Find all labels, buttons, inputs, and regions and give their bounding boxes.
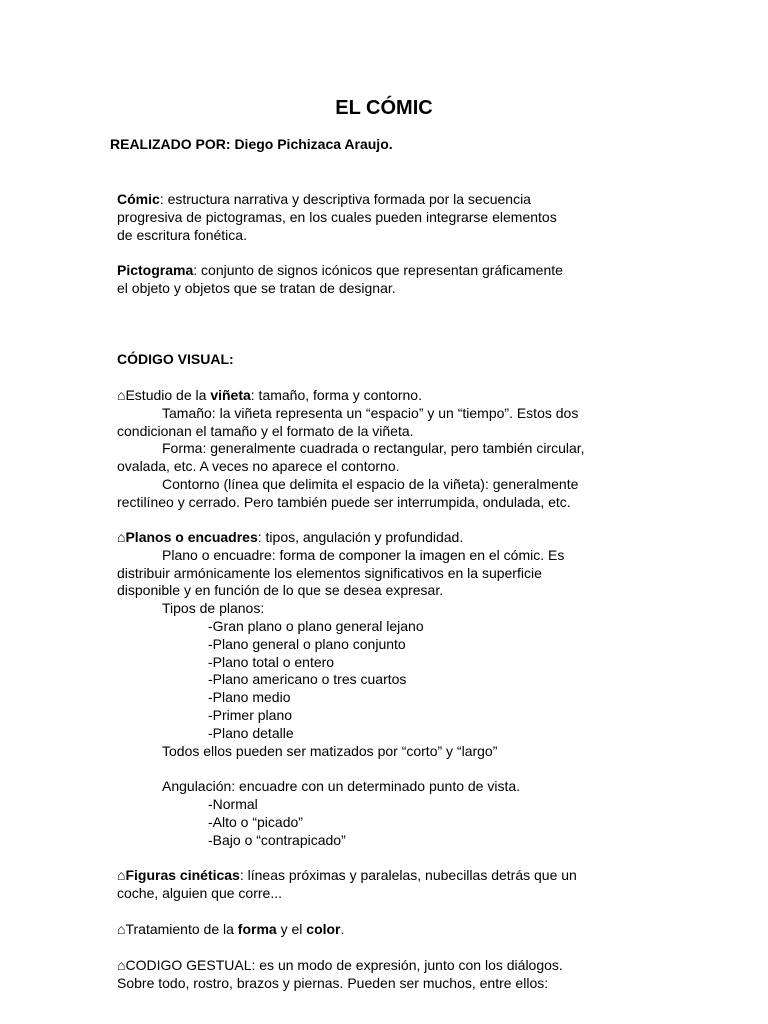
- pictograma-def-line: el objeto y objetos que se tratan de designar.: [117, 279, 396, 296]
- comic-def-line: : estructura narrativa y descriptiva formada por la secuencia: [159, 191, 531, 207]
- list-item: -Plano medio: [208, 689, 291, 706]
- gestual-line: Sobre todo, rostro, brazos y piernas. Pueden ser muchos, entre ellos:: [117, 974, 549, 991]
- list-item: -Plano general o plano conjunto: [208, 635, 406, 652]
- planos-section: ⌂Planos o encuadres: tipos, angulación y profundidad. Plano o encuadre: forma de componer la imagen en el cómic. Es distribuir armónicamente los elementos significativos en la superficie disponible y en función de lo que se desea expresar. Tipos de planos: -Gran plano o plano general lejano -Plano general o plano conjunto -Plano total o entero -Plano americano o tres cuartos -Plano medio -Primer plano -Plano detalle Todos ellos pueden ser matizados por “corto” y “largo” Angulación: encuadre con un determinado punto de vista. -Normal -Alto o “picado” -Bajo o “contrapicado”: [117, 529, 637, 849]
- vineta-line: rectilíneo y cerrado. Pero también puede ser interrumpida, ondulada, etc.: [117, 493, 571, 510]
- vineta-line: condicionan el tamaño y el formato de la viñeta.: [117, 422, 414, 439]
- planos-line: disponible y en función de lo que se desea expresar.: [117, 582, 444, 599]
- list-item: -Primer plano: [208, 706, 293, 723]
- house-bullet-icon: ⌂: [117, 867, 126, 883]
- figuras-section: ⌂Figuras cinéticas: líneas próximas y paralelas, nubecillas detrás que un coche, alguien que corre...: [117, 867, 637, 903]
- list-item: -Bajo o “contrapicado”: [208, 831, 346, 848]
- comic-def-line: progresiva de pictogramas, en los cuales pueden integrarse elementos: [117, 208, 557, 225]
- comic-term: Cómic: [117, 191, 160, 207]
- planos-line: Todos ellos pueden ser matizados por “corto” y “largo”: [162, 742, 498, 759]
- pictograma-term: Pictograma: [117, 262, 194, 278]
- list-item: -Alto o “picado”: [208, 813, 303, 830]
- author-line: REALIZADO POR: Diego Pichizaca Araujo.: [110, 136, 393, 152]
- list-item: -Plano total o entero: [208, 653, 335, 670]
- planos-line: Angulación: encuadre con un determinado punto de vista.: [162, 778, 521, 795]
- pictograma-def-line: : conjunto de signos icónicos que representan gráficamente: [193, 262, 563, 278]
- vineta-line: Contorno (línea que delimita el espacio de la viñeta): generalmente: [162, 475, 579, 492]
- figuras-line: coche, alguien que corre...: [117, 884, 282, 901]
- list-item: -Normal: [208, 795, 258, 812]
- planos-line: distribuir armónicamente los elementos significativos en la superficie: [117, 564, 542, 581]
- gestual-line: CODIGO GESTUAL: es un modo de expresión, junto con los diálogos.: [125, 957, 563, 973]
- house-bullet-icon: ⌂: [117, 529, 126, 545]
- vineta-line: ovalada, etc. A veces no aparece el contorno.: [117, 458, 400, 475]
- comic-definition: [117, 191, 637, 244]
- list-item: -Gran plano o plano general lejano: [208, 617, 424, 634]
- list-item: -Plano detalle: [208, 724, 294, 741]
- codigo-visual-heading: CÓDIGO VISUAL:: [117, 351, 234, 367]
- planos-line: Plano o encuadre: forma de componer la imagen en el cómic. Es: [162, 546, 565, 563]
- house-bullet-icon: ⌂: [117, 921, 126, 937]
- vineta-section: ⌂Estudio de la viñeta: tamaño, forma y contorno. Tamaño: la viñeta representa un “espacio” y un “tiempo”. Estos dos condicionan el tamaño y el formato de la viñeta. Forma: generalmente cuadrada o rectangular, pero también circular, ovalada, etc. A veces no aparece el contorno. Contorno (línea que delimita el espacio de la viñeta): generalmente rectilíneo y cerrado. Pero también puede ser interrumpida, ondulada, etc.: [117, 387, 637, 512]
- page-title: EL CÓMIC: [335, 97, 433, 119]
- comic-def-line: de escritura fonética.: [117, 226, 247, 243]
- vineta-line: Forma: generalmente cuadrada o rectangular, pero también circular,: [162, 440, 585, 457]
- house-bullet-icon: ⌂: [117, 957, 126, 973]
- planos-line: Tipos de planos:: [162, 600, 265, 617]
- pictograma-definition: [117, 262, 637, 298]
- vineta-line: Tamaño: la viñeta representa un “espacio” y un “tiempo”. Estos dos: [162, 404, 579, 421]
- gestual-section: [117, 957, 637, 993]
- list-item: -Plano americano o tres cuartos: [208, 671, 407, 688]
- house-bullet-icon: ⌂: [117, 387, 126, 403]
- tratamiento-section: ⌂Tratamiento de la forma y el color.: [117, 921, 345, 937]
